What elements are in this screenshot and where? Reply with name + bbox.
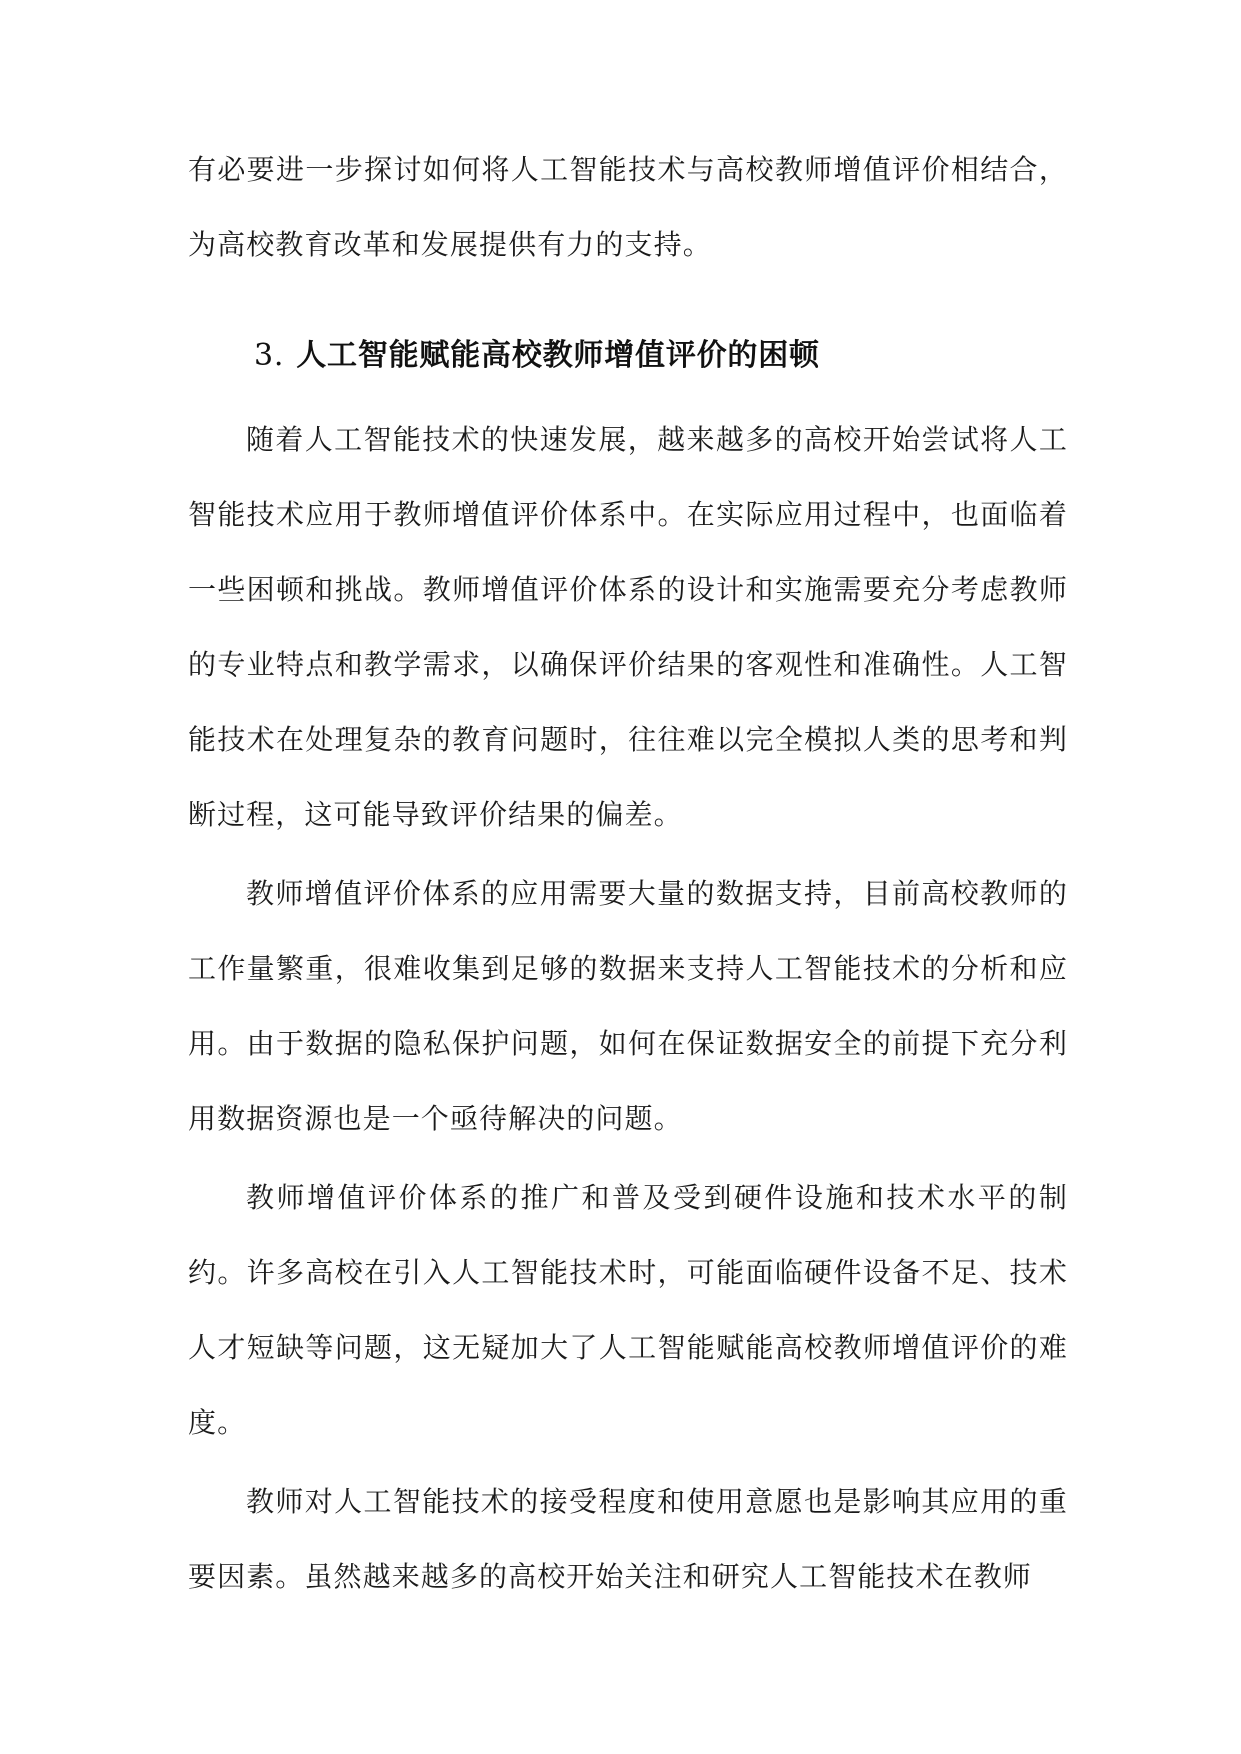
section-number: 3. (254, 338, 285, 373)
body-paragraph: 教师对人工智能技术的接受程度和使用意愿也是影响其应用的重要因素。虽然越来越多的高校开始关注和研究人工智能技术在教师 (188, 1485, 1068, 1593)
section-heading (254, 326, 820, 386)
intro-paragraph: 有必要进一步探讨如何将人工智能技术与高校教师增值评价相结合，为高校教育改革和发展提供有力的支持。 (188, 153, 1068, 261)
body-paragraph: 随着人工智能技术的快速发展，越来越多的高校开始尝试将人工智能技术应用于教师增值评价体系中。在实际应用过程中，也面临着一些困顿和挑战。教师增值评价体系的设计和实施需要充分考虑教师的专业特点和教学需求，以确保评价结果的客观性和准确性。人工智能技术在处理复杂的教育问题时，往往难以完全模拟人类的思考和判断过程，这可能导致评价结果的偏差。 (188, 423, 1068, 831)
body-paragraph: 教师增值评价体系的应用需要大量的数据支持，目前高校教师的工作量繁重，很难收集到足够的数据来支持人工智能技术的分析和应用。由于数据的隐私保护问题，如何在保证数据安全的前提下充分利用数据资源也是一个亟待解决的问题。 (188, 877, 1068, 1135)
section-title: 人工智能赋能高校教师增值评价的困顿 (296, 338, 820, 373)
body-paragraph: 教师增值评价体系的推广和普及受到硬件设施和技术水平的制约。许多高校在引入人工智能技术时，可能面临硬件设备不足、技术人才短缺等问题，这无疑加大了人工智能赋能高校教师增值评价的难度。 (188, 1181, 1068, 1439)
